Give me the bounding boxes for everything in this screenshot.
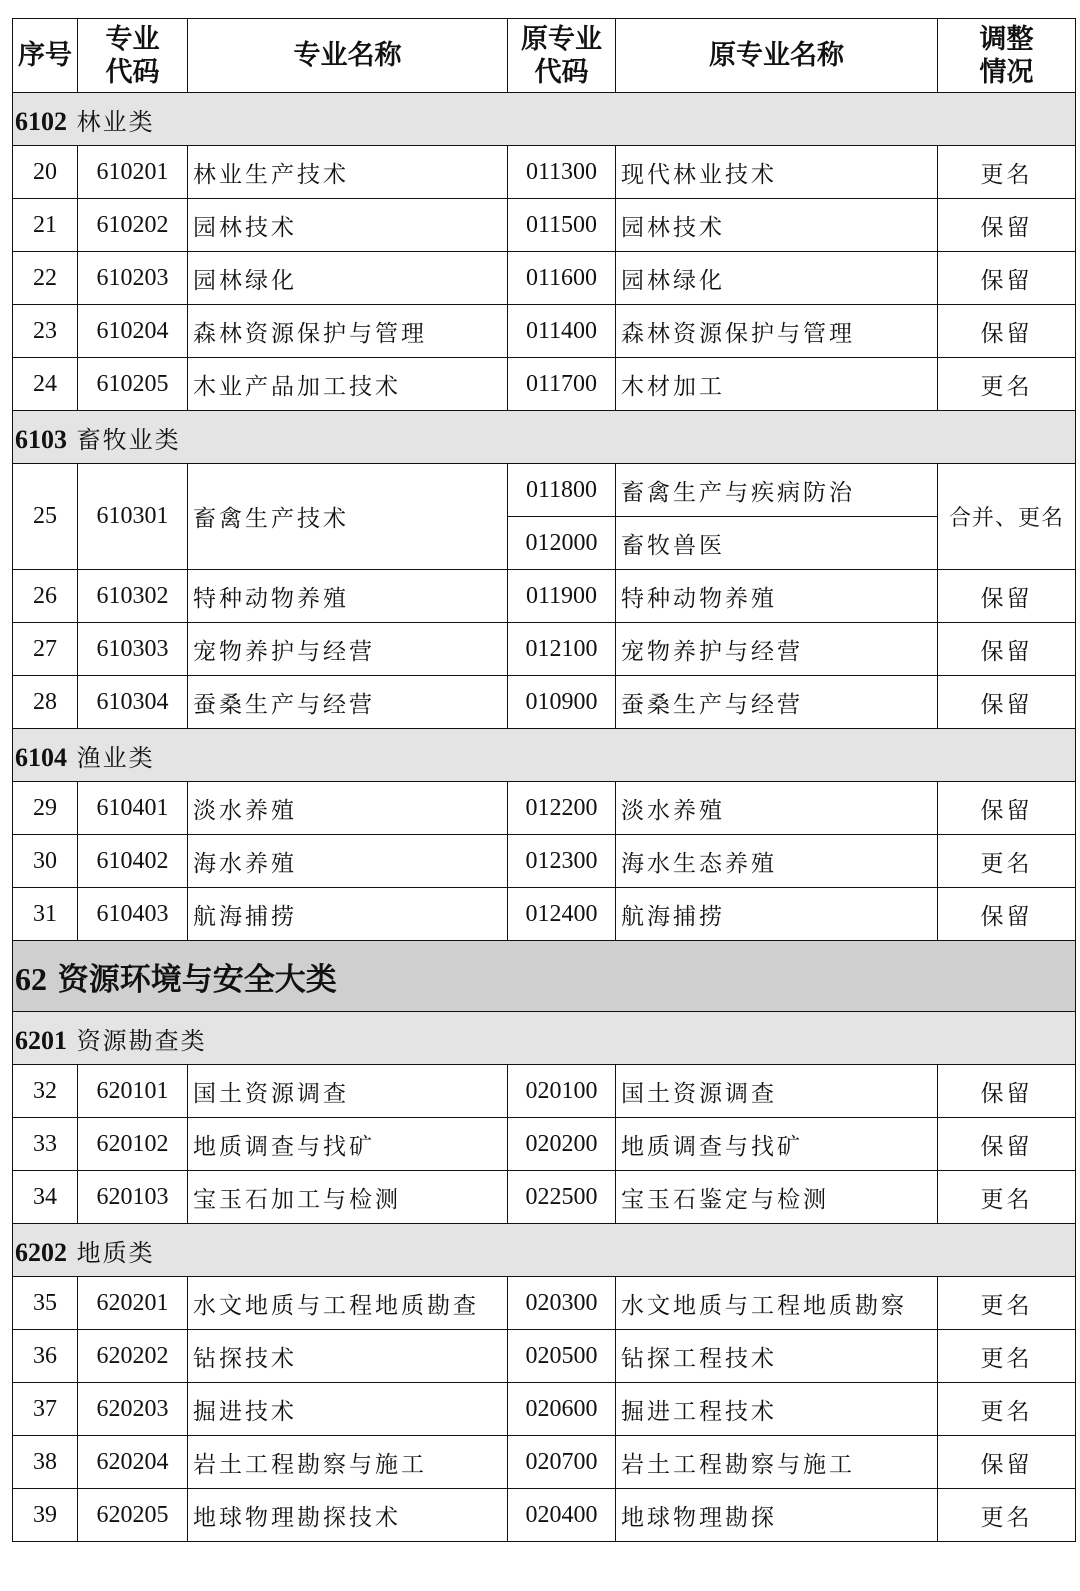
category-title: 资源环境与安全大类 [57, 961, 337, 998]
table-row [13, 464, 1076, 517]
major-name-cell: 园林绿化 [188, 252, 508, 305]
orig-code-cell: 012000 [508, 517, 616, 570]
major-name-cell: 宠物养护与经营 [188, 623, 508, 676]
category-row [13, 729, 1076, 782]
orig-code-cell: 020400 [508, 1489, 616, 1542]
major-code-cell: 610402 [78, 835, 188, 888]
table-row [13, 1436, 1076, 1489]
orig-name-cell: 地球物理勘探 [616, 1489, 938, 1542]
orig-name-cell: 宝玉石鉴定与检测 [616, 1171, 938, 1224]
table-row [13, 1065, 1076, 1118]
table-row [13, 199, 1076, 252]
orig-name-cell: 掘进工程技术 [616, 1383, 938, 1436]
major-name-cell: 航海捕捞 [188, 888, 508, 941]
adjustment-cell: 更名 [938, 1171, 1076, 1224]
category-heading [13, 411, 1076, 464]
category-row [13, 411, 1076, 464]
major-adjustment-table [12, 18, 1076, 1542]
adjustment-cell: 更名 [938, 835, 1076, 888]
seq-cell: 28 [13, 676, 78, 729]
category-code: 6104 [15, 742, 67, 772]
major-name-cell: 海水养殖 [188, 835, 508, 888]
table-row [13, 358, 1076, 411]
adjustment-cell: 保留 [938, 676, 1076, 729]
table-body [13, 93, 1076, 1542]
seq-cell: 23 [13, 305, 78, 358]
category-title: 畜牧业类 [76, 425, 181, 454]
orig-code-cell: 020200 [508, 1118, 616, 1171]
adjustment-cell: 保留 [938, 199, 1076, 252]
major-code-cell: 610203 [78, 252, 188, 305]
major-code-cell: 620202 [78, 1330, 188, 1383]
adjustment-cell: 更名 [938, 1330, 1076, 1383]
header-seq: 序号 [13, 19, 78, 93]
header-code: 专业 代码 [78, 19, 188, 93]
adjustment-cell: 保留 [938, 623, 1076, 676]
major-code-cell: 610401 [78, 782, 188, 835]
orig-name-cell: 海水生态养殖 [616, 835, 938, 888]
major-code-cell: 610202 [78, 199, 188, 252]
seq-cell: 26 [13, 570, 78, 623]
seq-cell: 31 [13, 888, 78, 941]
orig-code-cell: 020700 [508, 1436, 616, 1489]
major-code-cell: 620101 [78, 1065, 188, 1118]
orig-code-cell: 011500 [508, 199, 616, 252]
major-name-cell: 木业产品加工技术 [188, 358, 508, 411]
major-code-cell: 610403 [78, 888, 188, 941]
category-code: 6102 [15, 106, 67, 136]
seq-cell: 37 [13, 1383, 78, 1436]
adjustment-cell: 更名 [938, 358, 1076, 411]
major-code-cell: 610303 [78, 623, 188, 676]
orig-name-cell: 地质调查与找矿 [616, 1118, 938, 1171]
seq-cell: 30 [13, 835, 78, 888]
major-code-cell: 610205 [78, 358, 188, 411]
table-row [13, 676, 1076, 729]
adjustment-cell: 更名 [938, 1277, 1076, 1330]
category-title: 渔业类 [76, 743, 155, 772]
category-heading [13, 1012, 1076, 1065]
adjustment-cell: 保留 [938, 570, 1076, 623]
major-code-cell: 610204 [78, 305, 188, 358]
header-orig-name: 原专业名称 [616, 19, 938, 93]
table-row [13, 1330, 1076, 1383]
orig-code-cell: 020500 [508, 1330, 616, 1383]
major-name-cell: 岩土工程勘察与施工 [188, 1436, 508, 1489]
orig-name-cell: 园林技术 [616, 199, 938, 252]
major-name-cell: 国土资源调查 [188, 1065, 508, 1118]
orig-code-cell: 020600 [508, 1383, 616, 1436]
seq-cell: 29 [13, 782, 78, 835]
table-row [13, 570, 1076, 623]
category-code: 6201 [15, 1025, 67, 1055]
orig-code-cell: 012300 [508, 835, 616, 888]
orig-name-cell: 畜禽生产与疾病防治 [616, 464, 938, 517]
major-code-cell: 610304 [78, 676, 188, 729]
category-code: 6103 [15, 424, 67, 454]
major-name-cell: 淡水养殖 [188, 782, 508, 835]
orig-code-cell: 011700 [508, 358, 616, 411]
adjustment-cell: 保留 [938, 305, 1076, 358]
major-name-cell: 钻探技术 [188, 1330, 508, 1383]
orig-name-cell: 钻探工程技术 [616, 1330, 938, 1383]
table-row [13, 252, 1076, 305]
orig-name-cell: 蚕桑生产与经营 [616, 676, 938, 729]
major-name-cell: 地质调查与找矿 [188, 1118, 508, 1171]
category-heading [13, 729, 1076, 782]
major-adjustment-table-container [12, 18, 1075, 1542]
table-row [13, 1171, 1076, 1224]
seq-cell: 39 [13, 1489, 78, 1542]
table-row [13, 1277, 1076, 1330]
major-name-cell: 园林技术 [188, 199, 508, 252]
header-row [13, 19, 1076, 93]
table-row [13, 835, 1076, 888]
table-row [13, 888, 1076, 941]
table-row [13, 1489, 1076, 1542]
seq-cell: 22 [13, 252, 78, 305]
seq-cell: 35 [13, 1277, 78, 1330]
category-heading [13, 1224, 1076, 1277]
major-code-cell: 620201 [78, 1277, 188, 1330]
orig-code-cell: 012200 [508, 782, 616, 835]
orig-code-cell: 022500 [508, 1171, 616, 1224]
adjustment-cell: 保留 [938, 1436, 1076, 1489]
orig-code-cell: 011400 [508, 305, 616, 358]
orig-code-cell: 020100 [508, 1065, 616, 1118]
adjustment-cell: 更名 [938, 1489, 1076, 1542]
adjustment-cell: 保留 [938, 782, 1076, 835]
header-adjustment: 调整 情况 [938, 19, 1076, 93]
table-row [13, 1118, 1076, 1171]
adjustment-cell: 合并、更名 [938, 464, 1076, 570]
seq-cell: 21 [13, 199, 78, 252]
adjustment-cell: 更名 [938, 146, 1076, 199]
orig-name-cell: 森林资源保护与管理 [616, 305, 938, 358]
orig-name-cell: 淡水养殖 [616, 782, 938, 835]
orig-name-cell: 特种动物养殖 [616, 570, 938, 623]
orig-name-cell: 航海捕捞 [616, 888, 938, 941]
seq-cell: 33 [13, 1118, 78, 1171]
major-name-cell: 宝玉石加工与检测 [188, 1171, 508, 1224]
table-row [13, 305, 1076, 358]
adjustment-cell: 更名 [938, 1383, 1076, 1436]
orig-name-cell: 园林绿化 [616, 252, 938, 305]
orig-name-cell: 岩土工程勘察与施工 [616, 1436, 938, 1489]
major-code-cell: 610201 [78, 146, 188, 199]
orig-name-cell: 国土资源调查 [616, 1065, 938, 1118]
seq-cell: 25 [13, 464, 78, 570]
category-row [13, 1012, 1076, 1065]
seq-cell: 38 [13, 1436, 78, 1489]
orig-code-cell: 010900 [508, 676, 616, 729]
orig-code-cell: 020300 [508, 1277, 616, 1330]
table-row [13, 1383, 1076, 1436]
major-code-cell: 610302 [78, 570, 188, 623]
major-name-cell: 林业生产技术 [188, 146, 508, 199]
seq-cell: 32 [13, 1065, 78, 1118]
major-code-cell: 620204 [78, 1436, 188, 1489]
major-code-cell: 620203 [78, 1383, 188, 1436]
seq-cell: 20 [13, 146, 78, 199]
major-code-cell: 620205 [78, 1489, 188, 1542]
adjustment-cell: 保留 [938, 252, 1076, 305]
orig-code-cell: 011800 [508, 464, 616, 517]
category-heading [13, 93, 1076, 146]
orig-name-cell: 现代林业技术 [616, 146, 938, 199]
major-name-cell: 水文地质与工程地质勘查 [188, 1277, 508, 1330]
major-category-row [13, 941, 1076, 1012]
orig-code-cell: 011600 [508, 252, 616, 305]
major-code-cell: 610301 [78, 464, 188, 570]
major-name-cell: 特种动物养殖 [188, 570, 508, 623]
category-title: 林业类 [76, 107, 155, 136]
adjustment-cell: 保留 [938, 888, 1076, 941]
orig-code-cell: 011300 [508, 146, 616, 199]
adjustment-cell: 保留 [938, 1118, 1076, 1171]
orig-name-cell: 宠物养护与经营 [616, 623, 938, 676]
category-row [13, 93, 1076, 146]
header-orig-code: 原专业 代码 [508, 19, 616, 93]
orig-code-cell: 012400 [508, 888, 616, 941]
major-name-cell: 畜禽生产技术 [188, 464, 508, 570]
header-name: 专业名称 [188, 19, 508, 93]
category-code: 62 [15, 960, 47, 997]
major-name-cell: 地球物理勘探技术 [188, 1489, 508, 1542]
major-name-cell: 掘进技术 [188, 1383, 508, 1436]
orig-name-cell: 畜牧兽医 [616, 517, 938, 570]
seq-cell: 27 [13, 623, 78, 676]
category-heading [13, 941, 1076, 1012]
orig-code-cell: 012100 [508, 623, 616, 676]
major-name-cell: 蚕桑生产与经营 [188, 676, 508, 729]
category-title: 地质类 [76, 1238, 155, 1267]
table-row [13, 782, 1076, 835]
table-row [13, 146, 1076, 199]
seq-cell: 36 [13, 1330, 78, 1383]
adjustment-cell: 保留 [938, 1065, 1076, 1118]
table-header [13, 19, 1076, 93]
orig-name-cell: 木材加工 [616, 358, 938, 411]
seq-cell: 24 [13, 358, 78, 411]
category-row [13, 1224, 1076, 1277]
orig-name-cell: 水文地质与工程地质勘察 [616, 1277, 938, 1330]
major-name-cell: 森林资源保护与管理 [188, 305, 508, 358]
major-code-cell: 620103 [78, 1171, 188, 1224]
category-code: 6202 [15, 1237, 67, 1267]
table-row [13, 623, 1076, 676]
seq-cell: 34 [13, 1171, 78, 1224]
orig-code-cell: 011900 [508, 570, 616, 623]
major-code-cell: 620102 [78, 1118, 188, 1171]
category-title: 资源勘查类 [76, 1026, 207, 1055]
